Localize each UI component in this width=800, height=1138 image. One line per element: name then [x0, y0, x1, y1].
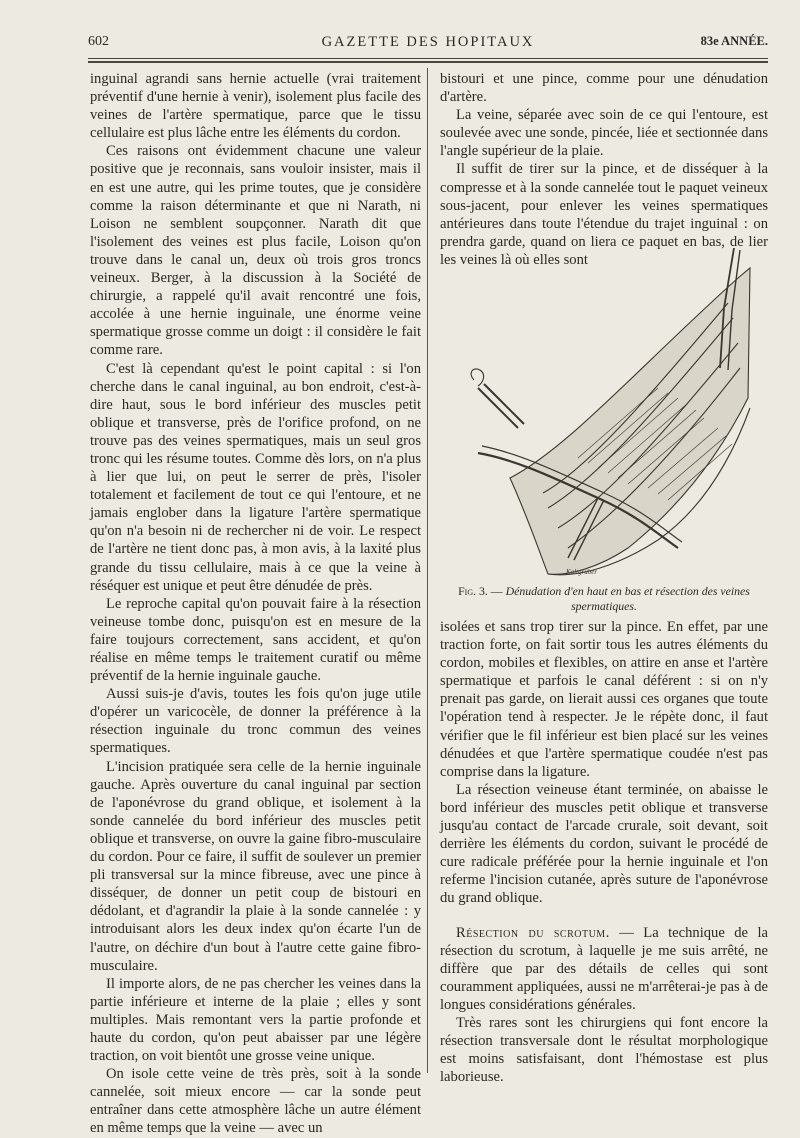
header-rule-thick: [88, 61, 768, 63]
page-number: 602: [88, 34, 109, 49]
paragraph: Il suffit de tirer sur la pince, et de disséquer à la compresse et à la sonde cannelée tout le paquet veineux sous-jacent, pour enlever les veines spermatiques antérieures dans toute l'étendue du trajet inguinal : on prendra garde, quand on liera ce paquet en bas, de lier les veines là où elles sont: [440, 161, 768, 268]
paragraph: bistouri et une pince, comme pour une dénudation d'artère.: [440, 71, 768, 106]
journal-title: GAZETTE DES HOPITAUX: [321, 34, 535, 50]
section-paragraph: [440, 924, 768, 1014]
paragraph: inguinal agrandi sans hernie actuelle (vrai traitement préventif d'une hernie à venir), isolement plus facile des veines de l'artère spermatique, parce que le tissu cellulaire est plus lâche entre les éléments du cordon.: [90, 71, 421, 142]
paragraph: C'est là cependant qu'est le point capital : si l'on cherche dans le canal inguinal, au bon endroit, c'est-à-dire haut, sous le bord inférieur des muscles petit oblique et transverse, près de l'orifice profond, on ne trouve pas des veines spermatiques, mais un seul gros tronc qui les résume toutes. Comme dès lors, on n'a plus à lier que lui, on peut le serrer de près, l'isoler totalement et facilement de tout ce qui l'entoure, et ne jamais englober dans la ligature l'artère spermatique qu'on n'a besoin ni de rechercher ni de voir. Le respect de l'artère ne tient donc pas, à mon avis, à la laxité plus grande du tissu cellulaire, mais à ce que la veine à réséquer est unique et peut être dénudée de près.: [90, 360, 421, 594]
section-text: — La technique de la résection du scrotum, à laquelle je me suis arrêté, ne diffère que par des détails de celles qui sont couramment appliquées, aussi ne m'arrêterai-je pas à de longues considérations générales.: [440, 924, 768, 1013]
section-heading: Résection du scrotum.: [456, 924, 610, 941]
paragraph: Très rares sont les chirurgiens qui font encore la résection transversale dont le résultat morphologique est moins satisfaisant, dont l'hémostase est plus laborieuse.: [440, 1014, 768, 1086]
paragraph: La veine, séparée avec soin de ce qui l'entoure, est soulevée avec une sonde, pincée, liée et sectionnée dans l'angle supérieur de la plaie.: [440, 107, 768, 160]
right-column-top: [440, 70, 768, 269]
caption-label: Fig. 3. —: [458, 584, 503, 598]
figure-signature: Kaltgrüber: [566, 568, 598, 576]
column-separator: [427, 68, 428, 1073]
caption-text: Dénudation d'en haut en bas et résection des veines spermatiques.: [505, 584, 750, 613]
paragraph: Aussi suis-je d'avis, toutes les fois qu'on juge utile d'opérer un varicocèle, de donner la préférence à la résection inguinale du tronc commun des veines spermatiques.: [90, 686, 421, 757]
paragraph: On isole cette veine de très près, soit à la sonde cannelée, soit mieux encore — car la sonde peut entraîner dans cette atmosphère lâche un autre élément en même temps que la veine — avec un: [90, 1066, 421, 1137]
paragraph: Il importe alors, de ne pas chercher les veines dans la partie inférieure et interne de la plaie ; elles y sont multiples. Mais remontant vers la partie profonde et haute du cordon, qu'on peut abaisser par une légère traction, on voit bientôt une grosse veine unique.: [90, 975, 421, 1065]
left-column: [90, 70, 421, 1138]
paragraph: L'incision pratiquée sera celle de la hernie inguinale gauche. Après ouverture du canal inguinal par section de l'aponévrose du grand oblique, et isolement à la sonde cannelée du bord inférieur des muscles petit oblique et transverse, on ouvre la gaine fibro-musculaire du cordon. Pour ce faire, il suffit de soulever un premier pli transversal sur la mince fibreuse, avec une pince à disséquer, de donner un petit coup de bistouri en dédolant, et d'agrandir la plaie à la sonde cannelée : y introduisant alors les deux index qu'on écarte l'un de l'autre, on déchire d'un bout à l'autre cette gaine fibro-musculaire.: [90, 758, 421, 974]
paragraph: Le reproche capital qu'on pouvait faire à la résection veineuse tombe donc, puisqu'on est en mesure de la faire toujours correctement, sans accident, et qu'on réalise en même temps le traitement curatif ou même préventif de la hernie inguinale gauche.: [90, 595, 421, 685]
surgery-drawing: [448, 248, 760, 584]
page-header: [88, 34, 768, 54]
year-label: 83e ANNÉE.: [700, 34, 768, 48]
figure-caption: [440, 584, 768, 614]
paragraph: Ces raisons ont évidemment chacune une valeur positive que je reconnais, sans vouloir insister, mais il en est une autre, qui les prime toutes, que je considère comme la raison déterminante et que ni Narath, ni Loison ne semblent soupçonner. Narath dit que l'isolement des veines est plus facile, Loison qu'on trouve dans le canal un, deux où trois gros troncs veineux. Berger, à la discussion à la Société de chirurgie, a rappelé qu'il avait rencontré une fois, accolée à une hernie inguinale, une énorme veine spermatique grosse comme un doigt : il considère le fait comme rare.: [90, 143, 421, 359]
header-rule: [88, 58, 768, 59]
paragraph: La résection veineuse étant terminée, on abaisse le bord inférieur des muscles petit oblique et transverse jusqu'au contact de l'arcade crurale, soit devant, soit derrière les éléments du cordon, suivant le procédé de cure radicale préférée pour la hernie inguinale et l'on referme l'incision cutanée, après suture de l'aponévrose du grand oblique.: [440, 781, 768, 907]
paragraph: isolées et sans trop tirer sur la pince. En effet, par une traction forte, on fait sortir tous les autres éléments du cordon, mobiles et flexibles, on attire en anse et l'artère spermatique et parfois le canal déférent : si on n'y prenait pas garde, on lierait aussi ces organes que toute l'opération tend à respecter. Je le répète donc, il faut vérifier que le fil inférieur est bien placé sur les veines dénudées et que l'artère spermatique coudée n'est pas comprise dans la ligature.: [440, 619, 768, 780]
surgical-illustration: [448, 248, 760, 584]
right-column-bottom: [440, 618, 768, 1086]
